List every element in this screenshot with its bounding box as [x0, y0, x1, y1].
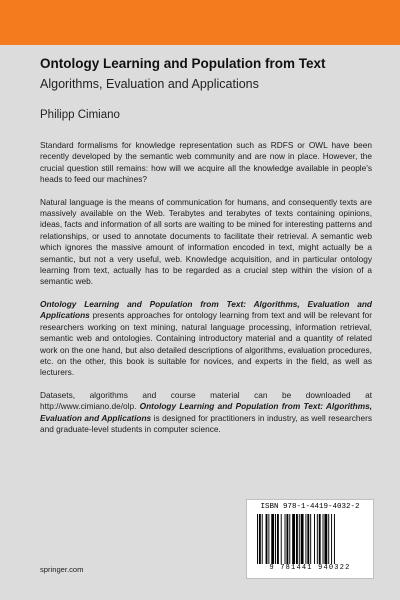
barcode-bar	[277, 514, 279, 564]
header	[40, 55, 370, 122]
barcode-bar	[271, 514, 274, 564]
blurb-paragraph-3-text: presents approaches for ontology learning from text and will be relevant for researchers working on text mining, natural language processing, information retrieval, semantic web and ontologies. Containing introductory material and a quantity of related work on the one hand, but also detailed descriptions of algorithms, evaluation procedures, etc. on the other, this book is suitable for novices, and experts in the field, as well as lecturers.	[40, 310, 372, 378]
barcode-bar	[334, 514, 335, 564]
publisher-link[interactable]: springer.com	[40, 565, 84, 574]
barcode-bar	[257, 514, 258, 564]
barcode-bar	[319, 514, 321, 564]
barcode-number: 9 781441 940322	[269, 564, 351, 572]
barcode-bar	[328, 514, 329, 564]
blurb-paragraph-4-text: is designed for practitioners in industry, as well researchers and graduate-level students in computer science.	[40, 412, 372, 434]
barcode-bar	[324, 514, 327, 564]
blurb-paragraph-4	[40, 390, 372, 436]
barcode-bar	[262, 514, 263, 564]
barcode-bar	[307, 514, 309, 564]
barcode-bar	[292, 514, 295, 564]
isbn-barcode	[246, 499, 374, 579]
barcode-bar	[268, 514, 269, 564]
barcode-bar	[310, 514, 311, 564]
blurb-title-emphasis-2: Ontology Learning and Population from Text: Algorithms, Evaluation and Applications	[40, 401, 373, 423]
blurb-paragraph-1: Standard formalisms for knowledge representation such as RDFS or OWL have been recently developed by the semantic web community and are now in place. However, the crucial question still remains: how will we acquire all the knowledge available in people's heads to feed our machines?	[40, 140, 372, 185]
barcode-bar	[281, 514, 282, 564]
isbn-label: ISBN 978-1-4419-4032-2	[260, 503, 360, 511]
top-color-band	[0, 0, 400, 45]
barcode-bar	[296, 514, 298, 564]
barcode-bar	[275, 514, 276, 564]
barcode-bar	[266, 514, 268, 564]
barcode-bars	[257, 514, 363, 564]
barcode-bar	[314, 514, 315, 564]
barcode-bar	[286, 514, 288, 564]
barcode-bar	[285, 514, 286, 564]
book-title: Ontology Learning and Population from Text	[40, 56, 326, 71]
blurb-title-emphasis: Ontology Learning and Population from Text: Algorithms, Evaluation and Applications	[40, 298, 372, 321]
barcode-bar	[317, 514, 318, 564]
barcode-bar	[331, 514, 332, 564]
book-subtitle: Algorithms, Evaluation and Applications	[40, 77, 259, 91]
blurb-paragraph-2: Natural language is the means of communication for humans, and consequently texts are massively available on the Web. Terabytes and terabytes of texts containing opinions, ideas, facts and information of all sorts are waiting to be mined for interesting patterns and relationships, or used to annotate documents to facilitate their retrieval. A semantic web which ignores the massive amount of information encoded in text, might actually be a semantic, but not a very useful, web. Knowledge acquisition, and in particular ontology learning from text, actually has to be regarded as a crucial step within the vision of a semantic web.	[40, 196, 372, 287]
barcode-bar	[301, 514, 304, 564]
blurb-paragraph-3	[40, 299, 372, 379]
barcode-bar	[323, 514, 324, 564]
barcode-bar	[289, 514, 290, 564]
barcode-bar	[299, 514, 300, 564]
blurb-text	[40, 140, 372, 446]
blurb-paragraph-4-start: Datasets, algorithms and course material can be downloaded at http://www.cimiano.de/olp.	[40, 389, 372, 412]
barcode-bar	[305, 514, 306, 564]
barcode-bar	[259, 514, 261, 564]
author-name: Philipp Cimiano	[40, 109, 120, 121]
